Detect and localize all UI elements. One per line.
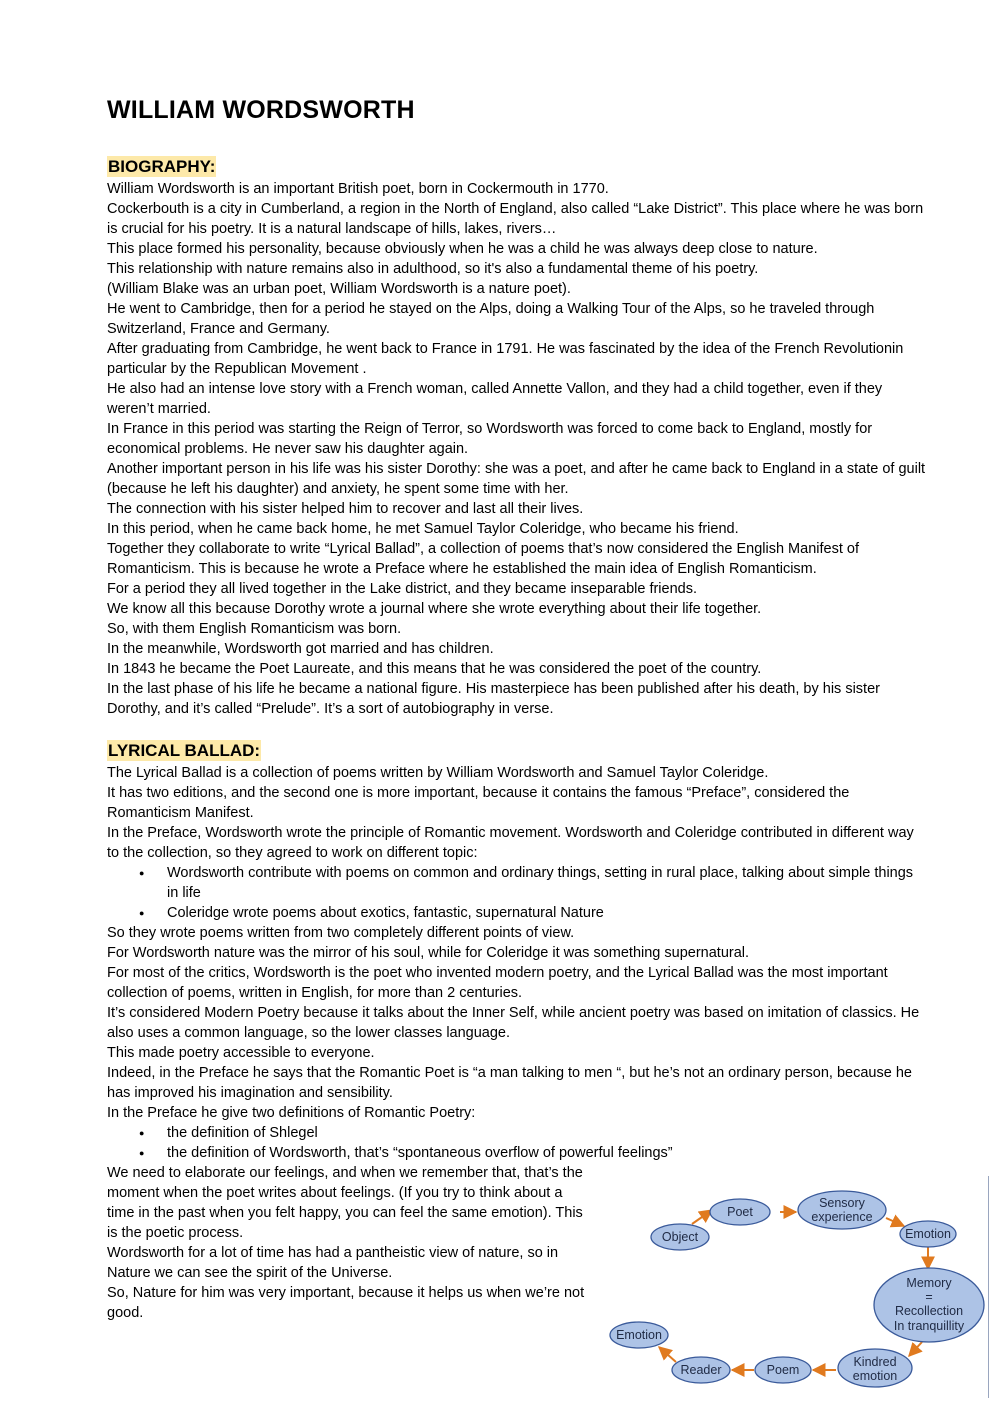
paragraph: Another important person in his life was his sister Dorothy: she was a poet, and after he came back to England in a state of guilt (because he left his daughter) and anxiety, he spent some time with her.: [107, 461, 926, 497]
paragraph: It has two editions, and the second one is more important, because it contains the famous “Preface”, considered the Romanticism Manifest.: [107, 785, 850, 821]
paragraph: In the meanwhile, Wordsworth got married and has children.: [107, 641, 494, 657]
paragraph: Indeed, in the Preface he says that the Romantic Poet is “a man talking to men “, but he’s not an ordinary person, because he has improved his imagination and sensibility.: [107, 1065, 912, 1101]
paragraph: So, with them English Romanticism was born.: [107, 621, 402, 637]
paragraph: For Wordsworth nature was the mirror of his soul, while for Coleridge it was something supernatural.: [107, 945, 750, 961]
paragraph: He also had an intense love story with a French woman, called Annette Vallon, and they had a child together, even if they weren’t married.: [107, 381, 883, 417]
paragraph: So, Nature for him was very important, because it helps us when we’re not good.: [107, 1285, 585, 1321]
arrow-reader-emotion: [659, 1347, 676, 1362]
paragraph: In the last phase of his life he became a national figure. His masterpiece has been published after his death, by his sister Dorothy, and it’s called “Prelude”. It’s a sort of autobiography in verse.: [107, 681, 880, 717]
node-emotion-label: Emotion: [905, 1227, 951, 1241]
biography-heading: BIOGRAPHY:: [108, 157, 216, 176]
paragraph: This made poetry accessible to everyone.: [107, 1045, 375, 1061]
node-reader-label: Reader: [680, 1363, 722, 1377]
list-item: ● Wordsworth contribute with poems on common and ordinary things, setting in rural place, talking about simple things in life: [167, 863, 927, 903]
node-kindred-label: Kindred: [853, 1355, 897, 1369]
closing-text: [107, 1163, 587, 1323]
paragraph: In this period, when he came back home, he met Samuel Taylor Coleridge, who became his friend.: [107, 521, 739, 537]
paragraph: We know all this because Dorothy wrote a journal where she wrote everything about their life together.: [107, 601, 762, 617]
contribution-list: [107, 863, 927, 923]
paragraph: In the Preface he give two definitions of Romantic Poetry:: [107, 1105, 476, 1121]
paragraph: In the Preface, Wordsworth wrote the principle of Romantic movement. Wordsworth and Coleridge contributed in different way to the collection, so they agreed to work on different topic:: [107, 825, 914, 861]
arrow-sensory-emotion: [886, 1218, 904, 1226]
paragraph: This relationship with nature remains also in adulthood, so it's also a fundamental theme of his poetry.: [107, 261, 759, 277]
page-title: WILLIAM WORDSWORTH: [107, 96, 415, 124]
paragraph: Wordsworth for a lot of time has had a pantheistic view of nature, so in Nature we can see the spirit of the Universe.: [107, 1245, 559, 1281]
paragraph: The Lyrical Ballad is a collection of poems written by William Wordsworth and Samuel Taylor Coleridge.: [107, 765, 769, 781]
paragraph: For a period they all lived together in the Lake district, and they became inseparable friends.: [107, 581, 698, 597]
biography-body: [107, 179, 927, 719]
node-sensory-label: experience: [811, 1210, 873, 1224]
paragraph: William Wordsworth is an important British poet, born in Cockermouth in 1770.: [107, 181, 609, 197]
node-memory-label: =: [925, 1290, 933, 1304]
paragraph: (William Blake was an urban poet, William Wordsworth is a nature poet).: [107, 281, 571, 297]
node-memory-label: Recollection: [894, 1304, 964, 1318]
arrow-memory-kindred: [909, 1342, 922, 1356]
node-memory-label: In tranquillity: [893, 1319, 965, 1333]
node-object-label: Object: [661, 1230, 699, 1244]
paragraph: So they wrote poems written from two completely different points of view.: [107, 925, 575, 941]
node-poem-label: Poem: [766, 1363, 800, 1377]
poetic-process-diagram: [600, 1170, 1000, 1414]
paragraph: After graduating from Cambridge, he went back to France in 1791. He was fascinated by the idea of the French Revolutionin particular by the Republican Movement .: [107, 341, 904, 377]
list-item: ● the definition of Shlegel: [167, 1123, 927, 1143]
paragraph: He went to Cambridge, then for a period he stayed on the Alps, doing a Walking Tour of the Alps, so he traveled through Switzerland, France and Germany.: [107, 301, 875, 337]
paragraph: In France in this period was starting the Reign of Terror, so Wordsworth was forced to come back to England, mostly for economical problems. He never saw his daughter again.: [107, 421, 873, 457]
node-emotion-2-label: Emotion: [616, 1328, 662, 1342]
paragraph: Together they collaborate to write “Lyrical Ballad”, a collection of poems that’s now considered the English Manifest of Romanticism. This is because he wrote a Preface where he established the main idea of English Romanticism.: [107, 541, 859, 577]
paragraph: The connection with his sister helped him to recover and last all their lives.: [107, 501, 584, 517]
paragraph: This place formed his personality, because obviously when he was a child he was always deep close to nature.: [107, 241, 818, 257]
node-poet-label: Poet: [727, 1205, 753, 1219]
node-kindred-label: emotion: [852, 1369, 898, 1383]
paragraph: It’s considered Modern Poetry because it talks about the Inner Self, while ancient poetry was based on imitation of classics. He also uses a common language, so the lower classes language.: [107, 1005, 920, 1041]
paragraph: For most of the critics, Wordsworth is the poet who invented modern poetry, and the Lyrical Ballad was the most important collection of poems, written in English, for more than 2 centuries.: [107, 965, 888, 1001]
list-item: ● Coleridge wrote poems about exotics, fantastic, supernatural Nature: [167, 903, 927, 923]
node-memory-label: Memory: [906, 1276, 952, 1290]
lyrical-ballad-heading: LYRICAL BALLAD:: [108, 741, 261, 760]
lyrical-ballad-body: [107, 763, 927, 1163]
paragraph: In 1843 he became the Poet Laureate, and this means that he was considered the poet of the country.: [107, 661, 762, 677]
arrow-object-poet: [692, 1210, 712, 1224]
paragraph: Cockerbouth is a city in Cumberland, a region in the North of England, also called “Lake District”. This place where he was born is crucial for his poetry. It is a natural landscape of hills, lakes, rivers…: [107, 201, 924, 237]
paragraph: We need to elaborate our feelings, and when we remember that, that’s the moment when the poet writes about feelings. (If you try to think about a time in the past when you felt happy, you can feel the same emotion). This is the poetic process.: [107, 1165, 583, 1241]
definitions-list: [107, 1123, 927, 1163]
node-sensory-label: Sensory: [819, 1196, 865, 1210]
list-item: ● the definition of Wordsworth, that’s “spontaneous overflow of powerful feelings”: [167, 1143, 927, 1163]
